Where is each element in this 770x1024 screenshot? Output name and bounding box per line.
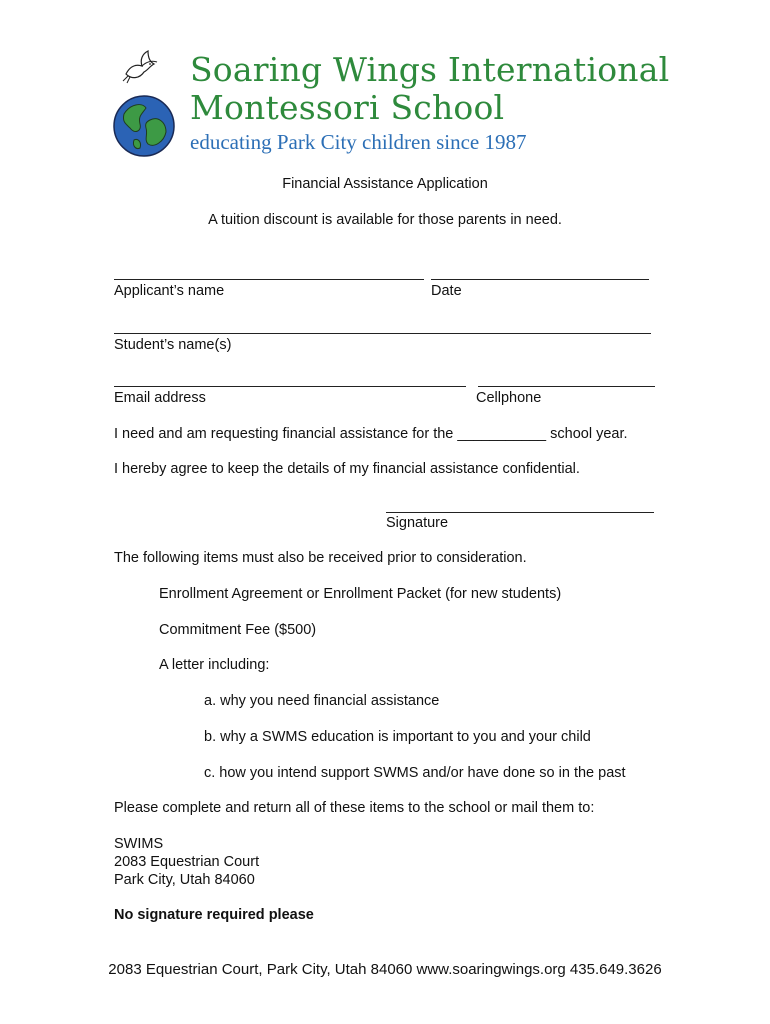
form-subtitle: A tuition discount is available for those parents in need. bbox=[208, 212, 562, 228]
request-suffix: school year. bbox=[550, 426, 628, 442]
students-names-field[interactable] bbox=[114, 333, 651, 334]
signature-field[interactable] bbox=[386, 512, 654, 513]
dove-icon bbox=[120, 48, 160, 88]
requirement-item: Enrollment Agreement or Enrollment Packet (for new students) bbox=[159, 586, 562, 602]
letter-point: a. why you need financial assistance bbox=[204, 693, 440, 709]
footer-contact: 2083 Equestrian Court, Park City, Utah 84060 www.soaringwings.org 435.649.3626 bbox=[108, 961, 662, 978]
school-tagline: educating Park City children since 1987 bbox=[190, 130, 527, 154]
requirement-item: A letter including: bbox=[159, 657, 270, 673]
email-label: Email address bbox=[114, 390, 206, 406]
students-names-label: Student’s name(s) bbox=[114, 337, 232, 353]
applicant-name-label: Applicant’s name bbox=[114, 283, 225, 299]
email-field[interactable] bbox=[114, 386, 466, 387]
school-year-request bbox=[114, 426, 628, 442]
confidentiality-statement: I hereby agree to keep the details of my financial assistance confidential. bbox=[114, 461, 580, 477]
date-field[interactable] bbox=[431, 279, 649, 280]
signature-note: No signature required please bbox=[114, 907, 314, 923]
school-year-field[interactable]: ___________ bbox=[457, 426, 547, 442]
address-line1: SWIMS bbox=[114, 836, 164, 852]
cellphone-label: Cellphone bbox=[476, 390, 542, 406]
form-title: Financial Assistance Application bbox=[282, 176, 488, 192]
signature-label: Signature bbox=[386, 515, 449, 531]
address-line3: Park City, Utah 84060 bbox=[114, 872, 255, 888]
requirements-intro: The following items must also be received prior to consideration. bbox=[114, 550, 527, 566]
letter-point: c. how you intend support SWMS and/or have done so in the past bbox=[204, 765, 626, 781]
school-logo bbox=[112, 46, 670, 166]
return-instructions: Please complete and return all of these items to the school or mail them to: bbox=[114, 800, 595, 816]
address-line2: 2083 Equestrian Court bbox=[114, 854, 260, 870]
cellphone-field[interactable] bbox=[478, 386, 655, 387]
school-name-line1: Soaring Wings International bbox=[190, 50, 670, 89]
request-prefix: I need and am requesting financial assistance for the bbox=[114, 426, 454, 442]
requirement-item: Commitment Fee ($500) bbox=[159, 622, 317, 638]
applicant-name-field[interactable] bbox=[114, 279, 424, 280]
school-name-line2: Montessori School bbox=[190, 88, 505, 127]
date-label: Date bbox=[431, 283, 462, 299]
letter-point: b. why a SWMS education is important to you and your child bbox=[204, 729, 591, 745]
globe-icon bbox=[112, 94, 176, 158]
